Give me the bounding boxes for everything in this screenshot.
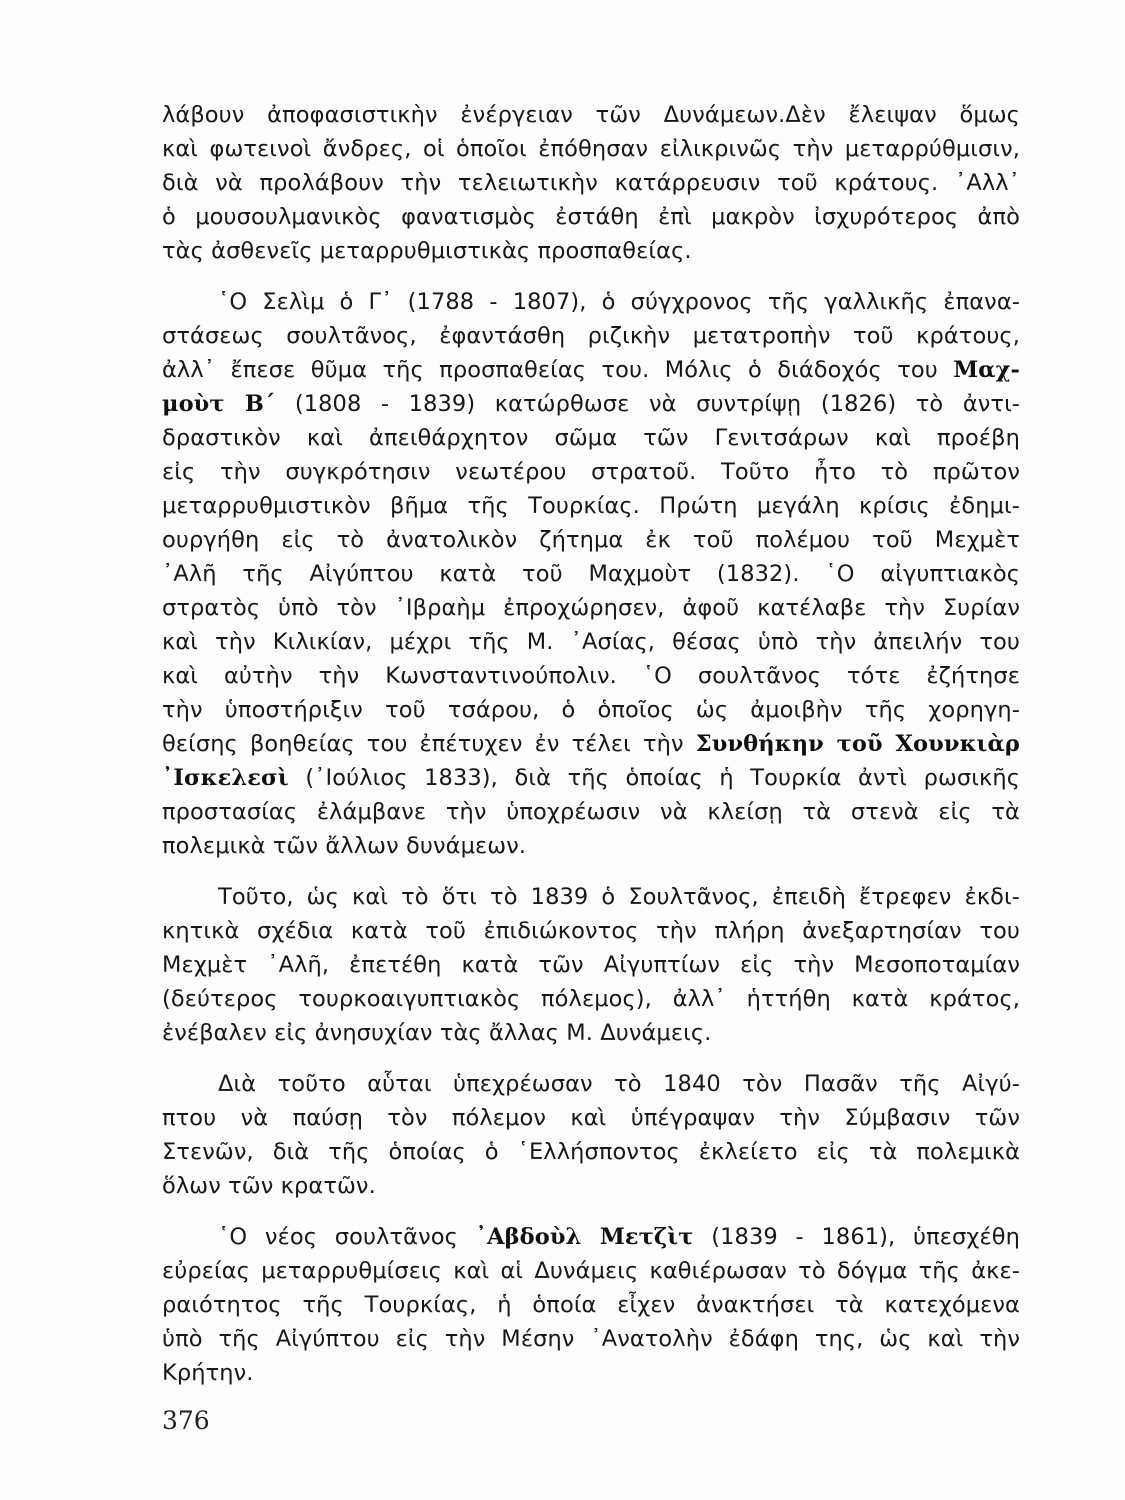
text-line: πολεμικὰ τῶν ἄλλων δυνάμεων.	[162, 833, 527, 859]
text-line: μεταρρυθμιστικὸν βῆμα τῆς Τουρκίας. Πρώτη μεγάλη κρίσις ἐδημι-	[162, 493, 1020, 519]
page-number: 376	[162, 1406, 210, 1435]
text-line: στάσεως σουλτᾶνος, ἐφαντάσθη ριζικὴν μετατροπὴν τοῦ κράτους,	[162, 323, 1020, 349]
text-line: ὁ μουσουλμανικὸς φανατισμὸς ἐστάθη ἐπὶ μακρὸν ἰσχυρότερος ἀπὸ	[162, 204, 1020, 230]
text-line: Τοῦτο, ὡς καὶ τὸ ὅτι τὸ 1839 ὁ Σουλτᾶνος, ἐπειδὴ ἔτρεφεν ἐκδι-	[218, 884, 1020, 910]
text-line: καὶ τὴν Κιλικίαν, μέχρι τῆς Μ. ᾿Ασίας, θέσας ὑπὸ τὴν ἀπειλήν του	[162, 629, 1020, 655]
text-line: τὰς ἀσθενεῖς μεταρρυθμιστικὰς προσπαθείας.	[162, 238, 692, 264]
text-line: Διὰ τοῦτο αὗται ὑπεχρέωσαν τὸ 1840 τὸν Πασᾶν τῆς Αἰγύ-	[218, 1071, 1020, 1097]
text-line: λάβουν ἀποφασιστικὴν ἐνέργειαν τῶν Δυνάμεων.Δὲν ἔλειψαν ὅμως	[162, 102, 1020, 128]
bold-name: μοὺτ Β΄	[162, 391, 276, 417]
text-line: στρατὸς ὑπὸ τὸν ᾿Ιβραὴμ ἐπροχώρησεν, ἀφοῦ κατέλαβε τὴν Συρίαν	[162, 595, 1020, 621]
text-line: διὰ νὰ προλάβουν τὴν τελειωτικὴν κατάρρευσιν τοῦ κράτους. ᾿Αλλ᾿	[162, 170, 1020, 196]
text-line: Στενῶν, διὰ τῆς ὁποίας ὁ ῾Ελλήσποντος ἐκλείετο εἰς τὰ πολεμικὰ	[162, 1139, 1020, 1165]
text-line: θείσης βοηθείας του ἐπέτυχεν ἐν τέλει τὴν Συνθήκην τοῦ Χουνκιὰρ	[162, 731, 1020, 757]
text-line: εὐρείας μεταρρυθμίσεις καὶ αἱ Δυνάμεις καθιέρωσαν τὸ δόγμα τῆς ἀκε-	[162, 1258, 1020, 1284]
bold-name: ᾿Αβδοὺλ Μετζὶτ	[475, 1224, 694, 1250]
text-line: προστασίας ἐλάμβανε τὴν ὑποχρέωσιν νὰ κλείσῃ τὰ στενὰ εἰς τὰ	[162, 799, 1020, 825]
text-line: ῾Ο Σελὶμ ὁ Γ᾿ (1788 - 1807), ὁ σύγχρονος τῆς γαλλικῆς ἐπανα-	[218, 289, 1020, 315]
text-line: Μεχμὲτ ᾿Αλῆ, ἐπετέθη κατὰ τῶν Αἰγυπτίων εἰς τὴν Μεσοποταμίαν	[162, 952, 1020, 978]
text-line: ἀλλ᾿ ἔπεσε θῦμα τῆς προσπαθείας του. Μόλις ὁ διάδοχός του Μαχ-	[162, 357, 1020, 383]
text-line: ᾿Ισκελεσὶ (᾿Ιούλιος 1833), διὰ τῆς ὁποίας ἡ Τουρκία ἀντὶ ρωσικῆς	[162, 765, 1020, 791]
text-line: ᾿Αλῆ τῆς Αἰγύπτου κατὰ τοῦ Μαχμοὺτ (1832). ῾Ο αἰγυπτιακὸς	[162, 561, 1020, 587]
bold-treaty: ᾿Ισκελεσὶ	[162, 765, 289, 791]
bold-treaty: Συνθήκην τοῦ Χουνκιὰρ	[695, 731, 1020, 757]
text-line: καὶ αὐτὴν τὴν Κωνσταντινούπολιν. ῾Ο σουλτᾶνος τότε ἐζήτησε	[162, 663, 1020, 689]
text-line: ουργήθη εἰς τὸ ἀνατολικὸν ζήτημα ἐκ τοῦ πολέμου τοῦ Μεχμὲτ	[162, 527, 1020, 553]
text-line: μοὺτ Β΄ (1808 - 1839) κατώρθωσε νὰ συντρίψῃ (1826) τὸ ἀντι-	[162, 391, 1020, 417]
text-line: δραστικὸν καὶ ἀπειθάρχητον σῶμα τῶν Γενιτσάρων καὶ προέβη	[162, 425, 1020, 451]
text-line: ἐνέβαλεν εἰς ἀνησυχίαν τὰς ἄλλας Μ. Δυνάμεις.	[162, 1020, 712, 1046]
text-line: πτου νὰ παύσῃ τὸν πόλεμον καὶ ὑπέγραψαν τὴν Σύμβασιν τῶν	[162, 1105, 1020, 1131]
text-line: κητικὰ σχέδια κατὰ τοῦ ἐπιδιώκοντος τὴν πλήρη ἀνεξαρτησίαν του	[162, 918, 1020, 944]
text-line: τὴν ὑποστήριξιν τοῦ τσάρου, ὁ ὁποῖος ὡς ἀμοιβὴν τῆς χορηγη-	[162, 697, 1020, 723]
text-line: ῾Ο νέος σουλτᾶνος ᾿Αβδοὺλ Μετζὶτ (1839 - 1861), ὑπεσχέθη	[218, 1224, 1020, 1250]
text-line: εἰς τὴν συγκρότησιν νεωτέρου στρατοῦ. Τοῦτο ἦτο τὸ πρῶτον	[162, 459, 1020, 485]
bold-name: Μαχ-	[953, 357, 1020, 383]
text-line: Κρήτην.	[162, 1360, 254, 1386]
text-line: ὑπὸ τῆς Αἰγύπτου εἰς τὴν Μέσην ᾿Ανατολὴν ἐδάφη της, ὡς καὶ τὴν	[162, 1326, 1020, 1352]
text-line: καὶ φωτεινοὶ ἄνδρες, οἱ ὁποῖοι ἐπόθησαν εἰλικρινῶς τὴν μεταρρύθμισιν,	[162, 136, 1020, 162]
text-line: (δεύτερος τουρκοαιγυπτιακὸς πόλεμος), ἀλλ᾿ ἡττήθη κατὰ κράτος,	[162, 986, 1020, 1012]
text-line: ραιότητος τῆς Τουρκίας, ἡ ὁποία εἶχεν ἀνακτήσει τὰ κατεχόμενα	[162, 1292, 1020, 1318]
text-line: ὅλων τῶν κρατῶν.	[162, 1173, 376, 1199]
